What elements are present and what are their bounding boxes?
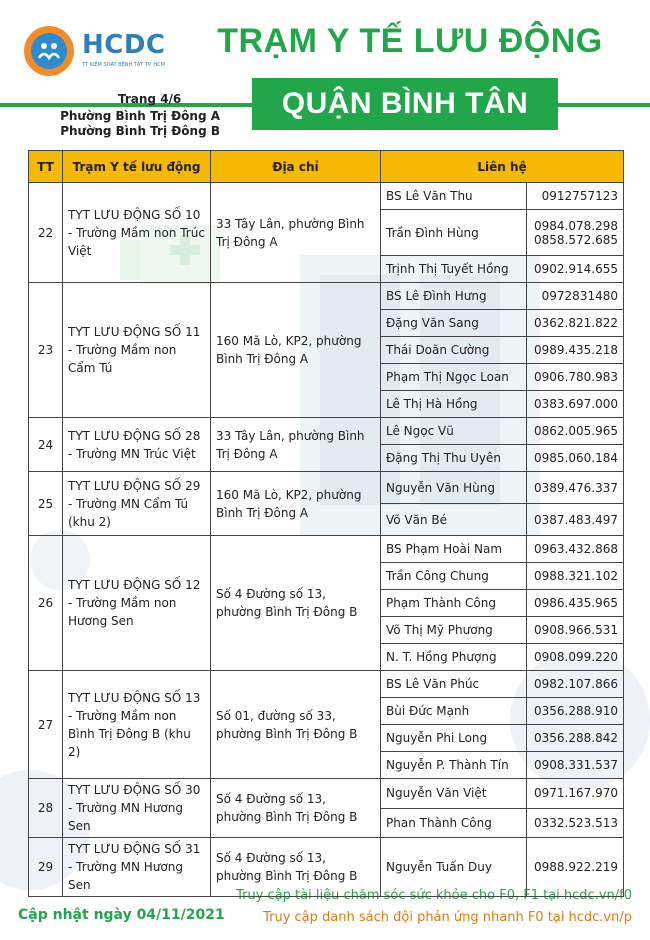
station-address: 33 Tây Lân, phường Bình Trị Đông A	[211, 418, 381, 472]
contact-person: Nguyễn Phi Long	[381, 725, 527, 752]
contact-phone-cell	[527, 671, 624, 698]
contact-person: Nguyễn Văn Việt	[381, 779, 527, 809]
contact-phone: 0383.697.000	[534, 397, 618, 411]
contact-person: Trần Đình Hùng	[381, 210, 527, 256]
table-row	[29, 536, 624, 563]
contact-phone: 0906.780.983	[534, 370, 618, 384]
contact-person: Lê Thị Hà Hồng	[381, 391, 527, 418]
header-contact: Liên hệ	[381, 151, 624, 183]
contact-phone: 0988.321.102	[534, 569, 618, 583]
table-row	[29, 472, 624, 504]
contact-phone-cell	[527, 310, 624, 337]
contact-person: Nguyễn Văn Hùng	[381, 472, 527, 504]
stations-table	[28, 150, 624, 897]
contact-phone-cell	[527, 283, 624, 310]
station-address: 33 Tây Lân, phường Bình Trị Đông A	[211, 183, 381, 283]
station-address: Số 4 Đường số 13, phường Bình Trị Đông B	[211, 779, 381, 838]
station-number: 28	[29, 779, 63, 838]
contact-person: Trần Công Chung	[381, 563, 527, 590]
page-number: Trang 4/6	[118, 92, 182, 106]
contact-person: Võ Thị Mỹ Phương	[381, 617, 527, 644]
contact-phone: 0908.331.537	[534, 758, 618, 772]
contact-person: BS Lê Văn Thu	[381, 183, 527, 210]
logo-subtitle: TT KIỂM SOÁT BỆNH TẬT TP. HCM	[82, 62, 165, 68]
contact-phone: 0862.005.965	[534, 424, 618, 438]
station-number: 27	[29, 671, 63, 779]
logo-name: HCDC	[82, 30, 166, 60]
table-row	[29, 838, 624, 897]
contact-phone-cell	[527, 808, 624, 838]
contact-phone: 0902.914.655	[534, 262, 618, 276]
contact-person: Nguyễn P. Thành Tín	[381, 752, 527, 779]
contact-person: BS Lê Văn Phúc	[381, 671, 527, 698]
station-number: 26	[29, 536, 63, 671]
district-banner: QUẬN BÌNH TÂN	[252, 78, 558, 130]
contact-phone: 0989.435.218	[534, 343, 618, 357]
hcdc-logo	[24, 24, 174, 84]
station-address: 160 Mã Lò, KP2, phường Bình Trị Đông A	[211, 283, 381, 418]
contact-phone: 0332.523.513	[534, 815, 618, 830]
contact-phone-cell	[527, 391, 624, 418]
station-number: 24	[29, 418, 63, 472]
contact-person: Nguyễn Tuấn Duy	[381, 838, 527, 897]
contact-phone-cell	[527, 644, 624, 671]
contact-phone-cell	[527, 563, 624, 590]
contact-phone: 0985.060.184	[534, 451, 618, 465]
station-address: Số 01, đường số 33, phường Bình Trị Đông B	[211, 671, 381, 779]
contact-phone: 0356.288.842	[534, 731, 618, 745]
contact-phone-cell	[527, 210, 624, 256]
contact-phone-cell	[527, 256, 624, 283]
contact-phone-cell	[527, 590, 624, 617]
station-name: TYT LƯU ĐỘNG SỐ 11 - Trường Mầm non Cẩm Tú	[63, 283, 211, 418]
contact-person: BS Phạm Hoài Nam	[381, 536, 527, 563]
contact-phone-cell	[527, 337, 624, 364]
contact-phone-cell	[527, 504, 624, 536]
contact-person: N. T. Hồng Phượng	[381, 644, 527, 671]
contact-phone-cell	[527, 725, 624, 752]
contact-phone-cell	[527, 779, 624, 809]
station-name: TYT LƯU ĐỘNG SỐ 30 - Trường MN Hương Sen	[63, 779, 211, 838]
station-name: TYT LƯU ĐỘNG SỐ 28 - Trường MN Trúc Việt	[63, 418, 211, 472]
contact-phone: 0984.078.298	[534, 218, 618, 233]
logo-emblem-icon	[24, 26, 74, 76]
header-tt: TT	[29, 151, 63, 183]
f0-docs-link[interactable]: Truy cập tài liệu chăm sóc sức khỏe cho F0, F1 tại hcdc.vn/f0	[236, 888, 632, 903]
contact-phone-cell	[527, 536, 624, 563]
contact-person: Phạm Thị Ngọc Loan	[381, 364, 527, 391]
contact-person: Đặng Văn Sang	[381, 310, 527, 337]
contact-phone: 0912757123	[541, 189, 618, 203]
contact-phone: 0389.476.337	[534, 480, 618, 495]
contact-person: Phan Thành Công	[381, 808, 527, 838]
contact-person: Bùi Đức Mạnh	[381, 698, 527, 725]
contact-phone: 0908.966.531	[534, 623, 618, 637]
wards-list	[60, 109, 220, 139]
page-title: TRẠM Y TẾ LƯU ĐỘNG	[217, 22, 603, 60]
contact-person: Thái Doãn Cường	[381, 337, 527, 364]
contact-phone: 0972831480	[541, 289, 618, 303]
station-number: 23	[29, 283, 63, 418]
contact-person: Trịnh Thị Tuyết Hồng	[381, 256, 527, 283]
contact-phone-cell	[527, 183, 624, 210]
contact-phone-cell	[527, 838, 624, 897]
station-name: TYT LƯU ĐỘNG SỐ 13 - Trường Mầm non Bình Trị Đông B (khu 2)	[63, 671, 211, 779]
contact-phone-cell	[527, 472, 624, 504]
contact-phone: 0356.288.910	[534, 704, 618, 718]
station-name: TYT LƯU ĐỘNG SỐ 12 - Trường Mầm non Hương Sen	[63, 536, 211, 671]
header-station: Trạm Y tế lưu động	[63, 151, 211, 183]
contact-person: Phạm Thành Công	[381, 590, 527, 617]
station-address: 160 Mã Lò, KP2, phường Bình Trị Đông A	[211, 472, 381, 536]
contact-phone-2: 0858.572.685	[534, 232, 618, 247]
table-row	[29, 283, 624, 310]
contact-phone: 0971.167.970	[534, 786, 618, 801]
contact-phone-cell	[527, 418, 624, 445]
contact-phone: 0963.432.868	[534, 542, 618, 556]
table-row	[29, 779, 624, 809]
contact-phone: 0982.107.866	[534, 677, 618, 691]
table-row	[29, 671, 624, 698]
station-number: 25	[29, 472, 63, 536]
contact-phone-cell	[527, 617, 624, 644]
response-team-link[interactable]: Truy cập danh sách đội phản ứng nhanh F0 tại hcdc.vn/p	[263, 910, 632, 925]
contact-phone: 0362.821.822	[534, 316, 618, 330]
station-name: TYT LƯU ĐỘNG SỐ 10 - Trường Mầm non Trúc Việt	[63, 183, 211, 283]
contact-phone: 0988.922.219	[534, 860, 618, 874]
contact-phone-cell	[527, 698, 624, 725]
contact-phone-cell	[527, 752, 624, 779]
contact-person: Võ Văn Bé	[381, 504, 527, 536]
table-header-row	[29, 151, 624, 183]
station-number: 29	[29, 838, 63, 897]
table-row	[29, 183, 624, 210]
contact-phone-cell	[527, 445, 624, 472]
station-name: TYT LƯU ĐỘNG SỐ 31 - Trường MN Hương Sen	[63, 838, 211, 897]
contact-phone-cell	[527, 364, 624, 391]
contact-person: Lê Ngọc Vũ	[381, 418, 527, 445]
station-address: Số 4 Đường số 13, phường Bình Trị Đông B	[211, 536, 381, 671]
station-number: 22	[29, 183, 63, 283]
contact-person: Đặng Thị Thu Uyên	[381, 445, 527, 472]
contact-phone: 0986.435.965	[534, 596, 618, 610]
ward-name: Phường Bình Trị Đông B	[60, 124, 220, 138]
contact-phone: 0908.099.220	[534, 650, 618, 664]
table-row	[29, 418, 624, 445]
update-date: Cập nhật ngày 04/11/2021	[18, 907, 225, 923]
contact-phone: 0387.483.497	[534, 512, 618, 527]
ward-name: Phường Bình Trị Đông A	[60, 109, 220, 123]
contact-person: BS Lê Đình Hưng	[381, 283, 527, 310]
station-name: TYT LƯU ĐỘNG SỐ 29 - Trường MN Cẩm Tú (khu 2)	[63, 472, 211, 536]
header-address: Địa chỉ	[211, 151, 381, 183]
station-address: Số 4 Đường số 13, phường Bình Trị Đông B	[211, 838, 381, 897]
